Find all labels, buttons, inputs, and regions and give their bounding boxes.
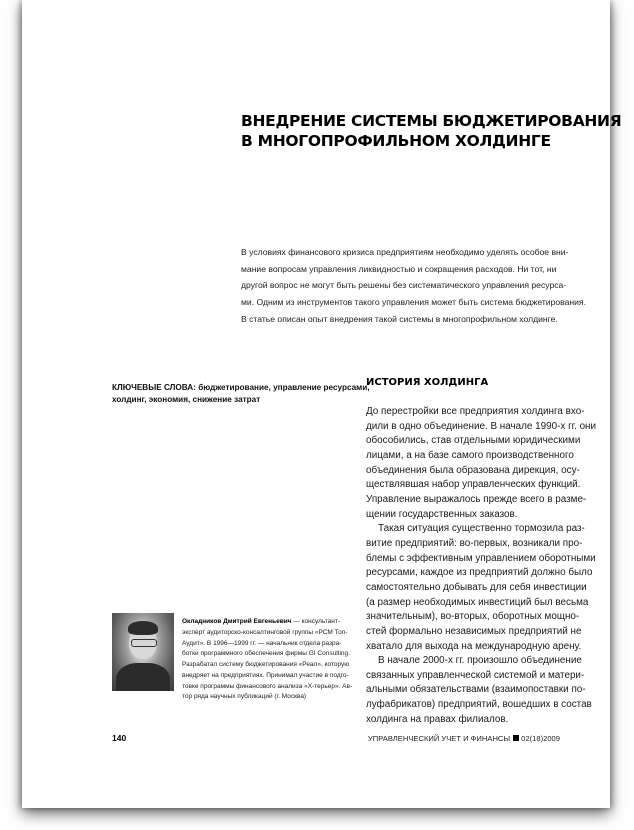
body-line: Управление выражалось прежде всего в разме- xyxy=(366,493,587,505)
body-line: луфабрикатов) предприятий, вошедших в состав xyxy=(366,699,592,711)
body-line: объединения была образована дирекция, осу- xyxy=(366,464,580,476)
author-bio-line: товке программы финансового анализа «X-терьер». Ав- xyxy=(182,682,353,690)
keywords-line: холдинг, экономия, снижение затрат xyxy=(112,394,261,404)
body-line: ществлявшая набор управленческих функций. xyxy=(366,479,581,491)
square-bullet-icon xyxy=(513,735,519,741)
body-line: связанных управленческой системой и матери- xyxy=(366,669,585,681)
article-title-line: В МНОГОПРОФИЛЬНОМ ХОЛДИНГЕ xyxy=(241,132,551,150)
body-line: самостоятельно добывать для себя инвестиции xyxy=(366,581,587,593)
body-line: блемы с эффективным управлением оборотными xyxy=(366,552,596,564)
page-number: 140 xyxy=(112,733,127,743)
article-lead xyxy=(241,244,601,328)
journal-footer xyxy=(368,734,560,743)
author-name: Окладников Дмитрий Евгеньевич xyxy=(182,618,292,625)
body-line: щении государственных заказов. xyxy=(366,508,518,520)
body-line: альными обязательствами (взаимопоставки по- xyxy=(366,684,586,696)
magazine-page xyxy=(22,0,622,808)
body-line: В начале 2000-х гг. произошло объединение xyxy=(378,655,582,667)
body-line: ресурсами, каждое из предприятий должно было xyxy=(366,567,593,579)
journal-issue: 02(18)2009 xyxy=(521,734,560,743)
article-title-line: ВНЕДРЕНИЕ СИСТЕМЫ БЮДЖЕТИРОВАНИЯ xyxy=(241,112,622,130)
keywords-line: КЛЮЧЕВЫЕ СЛОВА: бюджетирование, управление ресурсами, xyxy=(112,383,370,392)
body-line: значительным), во-вторых, оборотных мощно- xyxy=(366,611,580,623)
body-line: До перестройки все предприятия холдинга вхо- xyxy=(366,406,585,417)
article-title xyxy=(241,111,622,151)
section-body xyxy=(366,405,606,727)
lead-line: другой вопрос не могут быть решены без систематического управления ресурса- xyxy=(241,280,567,291)
body-line: лицами, а на базе самого производственного xyxy=(366,449,574,461)
author-bio-line: Аудит». В 1996—1999 гг. — начальник отдела разра- xyxy=(182,639,342,647)
author-bio-line: тор ряда научных публикаций (г. Москва) xyxy=(182,693,307,701)
lead-line: В статье описан опыт внедрения такой системы в многопрофильном холдинге. xyxy=(241,313,558,324)
body-line: обособились, став отдельными юридическими xyxy=(366,435,581,447)
author-bio xyxy=(182,617,357,703)
body-line: дили в одно объединение. В начале 1990-х гг. они xyxy=(366,420,597,432)
author-photo xyxy=(112,613,174,691)
author-bio-line: Разрабатал систему бюджетирования «Реал», которую xyxy=(182,661,350,668)
author-bio-line: эксперт аудиторско-консалтинговой группы «РСМ Топ- xyxy=(182,628,348,636)
section-heading: ИСТОРИЯ ХОЛДИНГА xyxy=(366,377,489,388)
body-line: холдинга на правах филиалов. xyxy=(366,713,509,725)
body-line: стей формально независимых предприятий не xyxy=(366,625,582,637)
body-line: витие предприятий: во-первых, возникали про- xyxy=(366,537,583,549)
author-bio-line: — консультант- xyxy=(291,618,340,625)
keywords xyxy=(112,382,370,405)
lead-line: В условиях финансового кризиса предприятиям необходимо уделять особое вни- xyxy=(241,247,569,257)
body-line: Такая ситуация существенно тормозила раз- xyxy=(378,523,585,535)
journal-name: УПРАВЛЕНЧЕСКИЙ УЧЕТ И ФИНАНСЫ xyxy=(367,734,511,743)
author-bio-line: внедряет на предприятиях. Принимал участие в подго- xyxy=(182,671,349,679)
body-line: хватало для выхода на международную арену. xyxy=(366,640,582,652)
author-bio-line: ботки программного обеспечения фирмы GI Consulting. xyxy=(182,650,350,658)
lead-line: ми. Одним из инструментов такого управления может быть система бюджетирования. xyxy=(241,297,586,308)
lead-line: мание вопросам управления ликвидностью и сокращения расходов. Ни тот, ни xyxy=(241,263,557,274)
body-line: (а размер необходимых инвестиций был весьма xyxy=(366,596,589,608)
